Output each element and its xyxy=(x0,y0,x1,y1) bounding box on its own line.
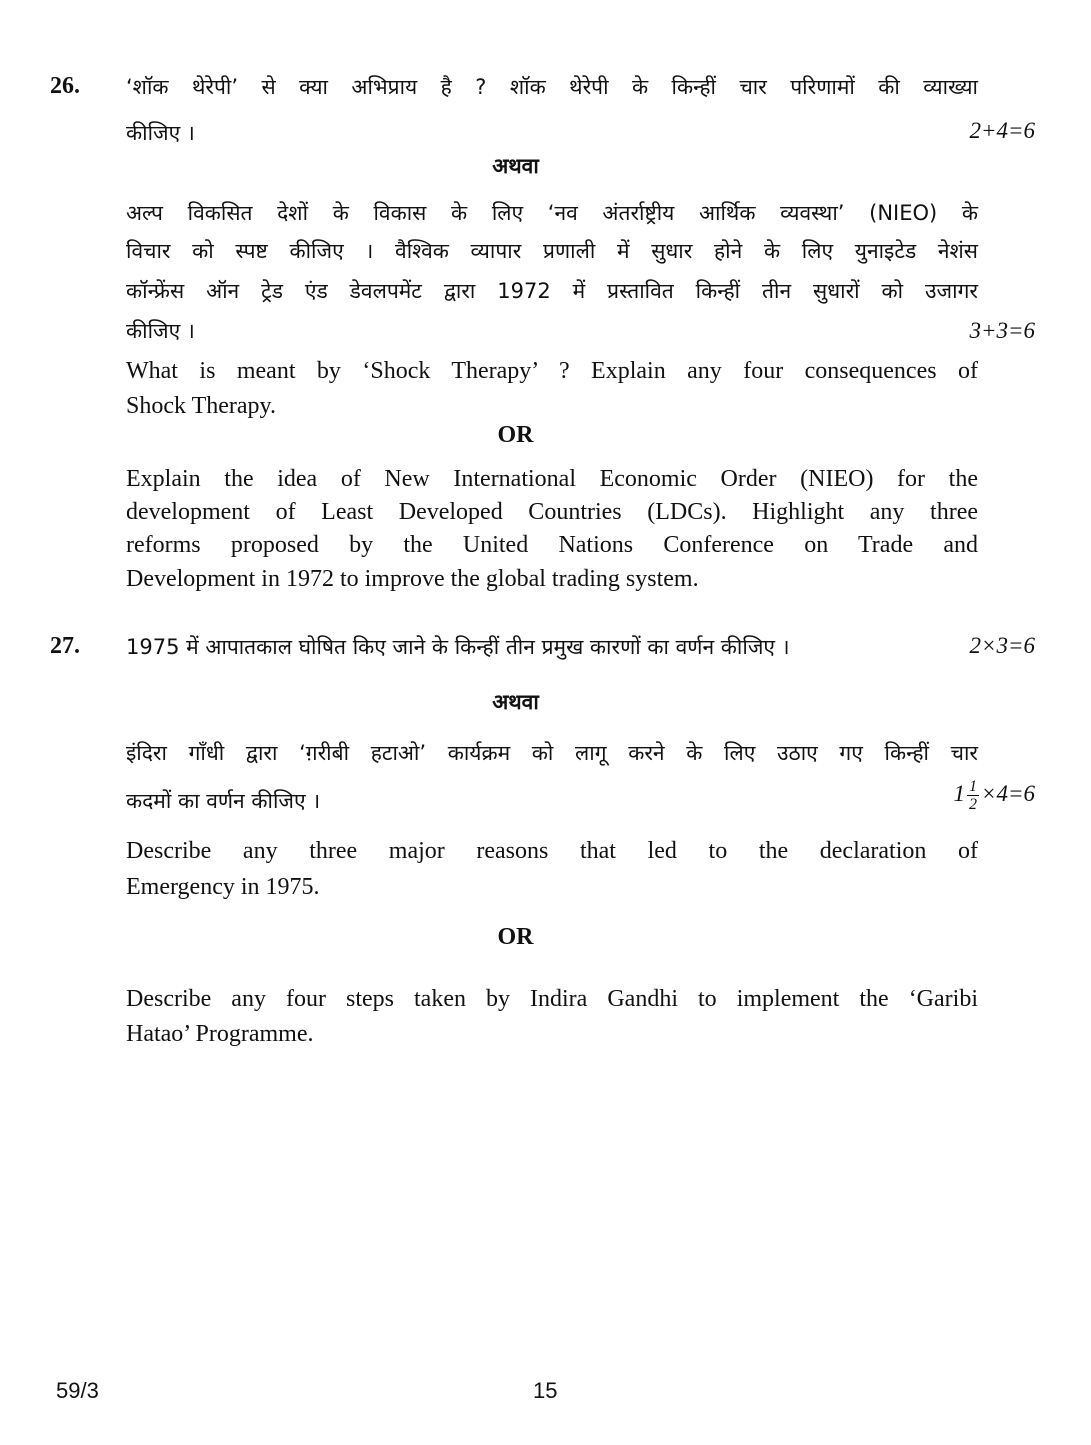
q27-marks-a: 2×3=6 xyxy=(969,633,1035,658)
q26-hindi-alt-line2: विचार को स्पष्ट कीजिए । वैश्विक व्यापार प्रणाली में सुधार होने के लिए युनाइटेड नेशंस xyxy=(126,239,978,263)
q26-hindi-question-line2: कीजिए । xyxy=(126,121,195,145)
q26-english-alt-line3: reforms proposed by the United Nations Conference on Trade and xyxy=(126,532,978,558)
q26-or-english: OR xyxy=(497,422,534,448)
q27-or-english: OR xyxy=(497,924,534,950)
q27-marks-b-fraction xyxy=(967,778,979,813)
q26-hindi-alt-line3: कॉन्फ्रेंस ऑन ट्रेड एंड डेवलपमेंट द्वारा 1972 में प्रस्तावित किन्हीं तीन सुधारों को उजागर xyxy=(126,279,978,303)
q26-or-hindi: अथवा xyxy=(492,154,539,178)
q27-marks-b xyxy=(953,778,1035,813)
paper-code: 59/3 xyxy=(56,1378,99,1403)
q26-hindi-question-line1: ‘शॉक थेरेपी’ से क्या अभिप्राय है ? शॉक थेरेपी के किन्हीं चार परिणामों की व्याख्या xyxy=(126,75,978,99)
q27-or-hindi: अथवा xyxy=(492,690,539,714)
q26-marks-b: 3+3=6 xyxy=(969,318,1035,343)
q26-hindi-alt-line4: कीजिए । xyxy=(126,319,195,343)
q27-marks-b-rest: ×4=6 xyxy=(980,780,1035,806)
q27-english-alt-line2: Hatao’ Programme. xyxy=(126,1021,314,1047)
q27-hindi-question-line1: 1975 में आपातकाल घोषित किए जाने के किन्हीं तीन प्रमुख कारणों का वर्णन कीजिए । xyxy=(126,635,790,659)
question-number-27: 27. xyxy=(50,633,80,659)
question-number-26: 26. xyxy=(50,73,80,99)
q26-english-alt-line4: Development in 1972 to improve the global trading system. xyxy=(126,566,699,592)
q27-hindi-alt-line2: कदमों का वर्णन कीजिए । xyxy=(126,789,321,813)
q27-english-question-line1: Describe any three major reasons that led to the declaration of xyxy=(126,838,978,864)
q26-english-alt-line2: development of Least Developed Countries (LDCs). Highlight any three xyxy=(126,499,978,525)
q27-english-alt-line1: Describe any four steps taken by Indira Gandhi to implement the ‘Garibi xyxy=(126,986,978,1012)
q26-english-alt-line1: Explain the idea of New International Economic Order (NIEO) for the xyxy=(126,466,978,492)
fraction-denominator: 2 xyxy=(968,796,977,813)
q27-marks-b-whole: 1 xyxy=(953,780,965,806)
q26-english-question-line2: Shock Therapy. xyxy=(126,393,276,419)
q26-english-question-line1: What is meant by ‘Shock Therapy’ ? Explain any four consequences of xyxy=(126,358,978,384)
q26-hindi-alt-line1: अल्प विकसित देशों के विकास के लिए ‘नव अंतर्राष्ट्रीय आर्थिक व्यवस्था’ (NIEO) के xyxy=(126,201,978,225)
page-number: 15 xyxy=(533,1378,558,1403)
fraction-numerator: 1 xyxy=(968,778,977,795)
q26-marks-a: 2+4=6 xyxy=(969,118,1035,143)
q27-english-question-line2: Emergency in 1975. xyxy=(126,874,320,900)
q27-hindi-alt-line1: इंदिरा गाँधी द्वारा ‘ग़रीबी हटाओ’ कार्यक्रम को लागू करने के लिए उठाए गए किन्हीं चार xyxy=(126,741,978,765)
